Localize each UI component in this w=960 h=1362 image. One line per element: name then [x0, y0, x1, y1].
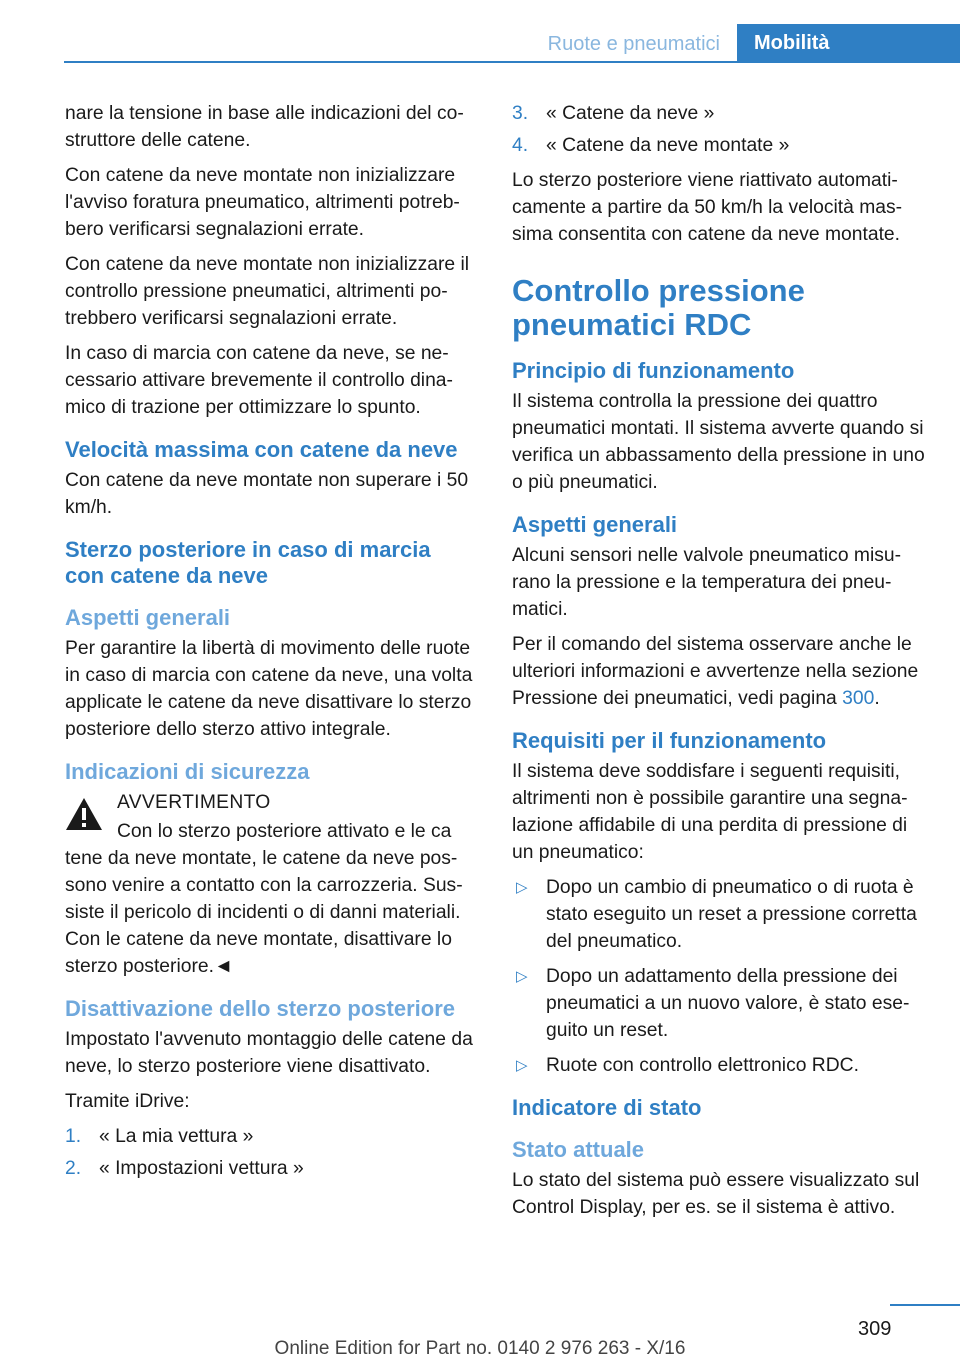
paragraph: Per garantire la libertà di movimento delle ruote in caso di marcia con catene da neve, una volta applicate le catene da neve disattivare lo sterzo posteriore dello sterzo attivo integrale. [65, 638, 473, 740]
list-item [512, 874, 932, 955]
step-number: 1. [65, 1126, 82, 1147]
list-item [512, 100, 932, 127]
paragraph: Con catene da neve montate non inizializzare l'avviso foratura pneumatico, altrimenti potrebbero verificarsi segnalazioni errate. [65, 165, 460, 240]
step-text: « Impostazioni vettura » [99, 1158, 304, 1179]
warning-block [65, 789, 475, 980]
paragraph-text-end: . [874, 688, 880, 709]
list-item-text: Ruote con controllo elettronico RDC. [546, 1055, 859, 1076]
paragraph: Il sistema deve soddisfare i seguenti requisiti, altrimenti non è possibile garantire una segnalazione affidabile di una perdita di pressione di un pneumatico: [512, 761, 908, 863]
subheading-safety: Indicazioni di sicurezza [65, 759, 310, 784]
warning-triangle-icon [65, 797, 103, 831]
list-item [512, 132, 932, 159]
triangle-bullet-icon: ▷ [516, 1057, 528, 1074]
list-item-text: Dopo un cambio di pneumatico o di ruota è stato eseguito un reset a pressione corretta del pneumatico. [546, 877, 917, 952]
list-item [512, 1052, 932, 1079]
heading-rdc: Controllo pressione pneumatici RDC [512, 273, 805, 342]
header-chapter-tab: Mobilità [737, 24, 960, 61]
footer-rule [890, 1304, 960, 1306]
step-number: 2. [65, 1158, 82, 1179]
list-item [65, 1155, 475, 1182]
paragraph: Con catene da neve montate non superare i 50 km/h. [65, 470, 469, 518]
warning-title: AVVERTIMENTO [117, 792, 271, 813]
paragraph-text: Per il comando del sistema osservare anche le ulteriori informazioni e avvertenze nella sezione Pressione dei pneumatici, vedi pagina [512, 634, 919, 709]
paragraph: In caso di marcia con catene da neve, se necessario attivare brevemente il controllo dinamico di trazione per ottimizzare lo spunto. [65, 343, 453, 418]
list-item [512, 963, 932, 1044]
warning-text: tene da neve montate, le catene da neve possono venire a contatto con la carrozzeria. Sussiste il pericolo di incidenti o di danni materiali. Con le catene da neve montate, disattivare lo sterzo posteriore.◄ [65, 848, 463, 977]
heading-max-speed: Velocità massima con catene da neve [65, 437, 458, 462]
step-number: 4. [512, 135, 529, 156]
step-number: 3. [512, 103, 529, 124]
idrive-steps-list [65, 1123, 475, 1182]
subheading-disable-rear-steering: Disattivazione dello sterzo posteriore [65, 996, 455, 1021]
header-rule [64, 61, 960, 63]
heading-general: Aspetti generali [512, 512, 678, 537]
heading-status-indicator: Indicatore di stato [512, 1095, 702, 1120]
paragraph [512, 631, 932, 712]
heading-rear-steering: Sterzo posteriore in caso di marcia con catene da neve [65, 537, 431, 588]
page-link[interactable]: 300 [842, 688, 875, 709]
step-text: « Catene da neve » [546, 103, 715, 124]
list-item-text: Dopo un adattamento della pressione dei pneumatici a un nuovo valore, è stato eseguito un reset. [546, 966, 910, 1041]
triangle-bullet-icon: ▷ [516, 879, 528, 896]
subheading-general: Aspetti generali [65, 605, 231, 630]
step-text: « Catene da neve montate » [546, 135, 790, 156]
right-column [512, 100, 932, 1229]
footer-edition: Online Edition for Part no. 0140 2 976 263 - X/16 [274, 1338, 686, 1359]
list-item [65, 1123, 475, 1150]
heading-requirements: Requisiti per il funzionamento [512, 728, 827, 753]
paragraph: Il sistema controlla la pressione dei quattro pneumatici montati. Il sistema avverte quando si verifica un abbassamento della pressione in uno o più pneumatici. [512, 391, 925, 493]
page-number: 309 [858, 1318, 892, 1340]
paragraph: Lo sterzo posteriore viene riattivato automaticamente a partire da 50 km/h la velocità massima consentita con catene da neve montate. [512, 170, 903, 245]
idrive-steps-list-continued [512, 100, 932, 159]
paragraph: Impostato l'avvenuto montaggio delle catene da neve, lo sterzo posteriore viene disattivato. [65, 1029, 473, 1077]
paragraph: Lo stato del sistema può essere visualizzato sul Control Display, per es. se il sistema è attivo. [512, 1170, 920, 1218]
step-text: « La mia vettura » [99, 1126, 254, 1147]
warning-text-first-line: Con lo sterzo posteriore attivato e le ca [117, 821, 452, 842]
subheading-current-status: Stato attuale [512, 1137, 645, 1162]
paragraph: Con catene da neve montate non inizializzare il controllo pressione pneumatici, altrimenti potrebbero verificarsi segnalazioni errate. [65, 254, 470, 329]
paragraph: Alcuni sensori nelle valvole pneumatico misurano la pressione e la temperatura dei pneumatici. [512, 545, 902, 620]
requirements-list [512, 874, 932, 1079]
left-column [65, 100, 475, 1190]
triangle-bullet-icon: ▷ [516, 968, 528, 985]
heading-principle: Principio di funzionamento [512, 358, 795, 383]
header-section-title: Ruote e pneumatici [547, 33, 720, 55]
paragraph: Tramite iDrive: [65, 1091, 190, 1112]
paragraph: nare la tensione in base alle indicazioni del costruttore delle catene. [65, 103, 464, 151]
